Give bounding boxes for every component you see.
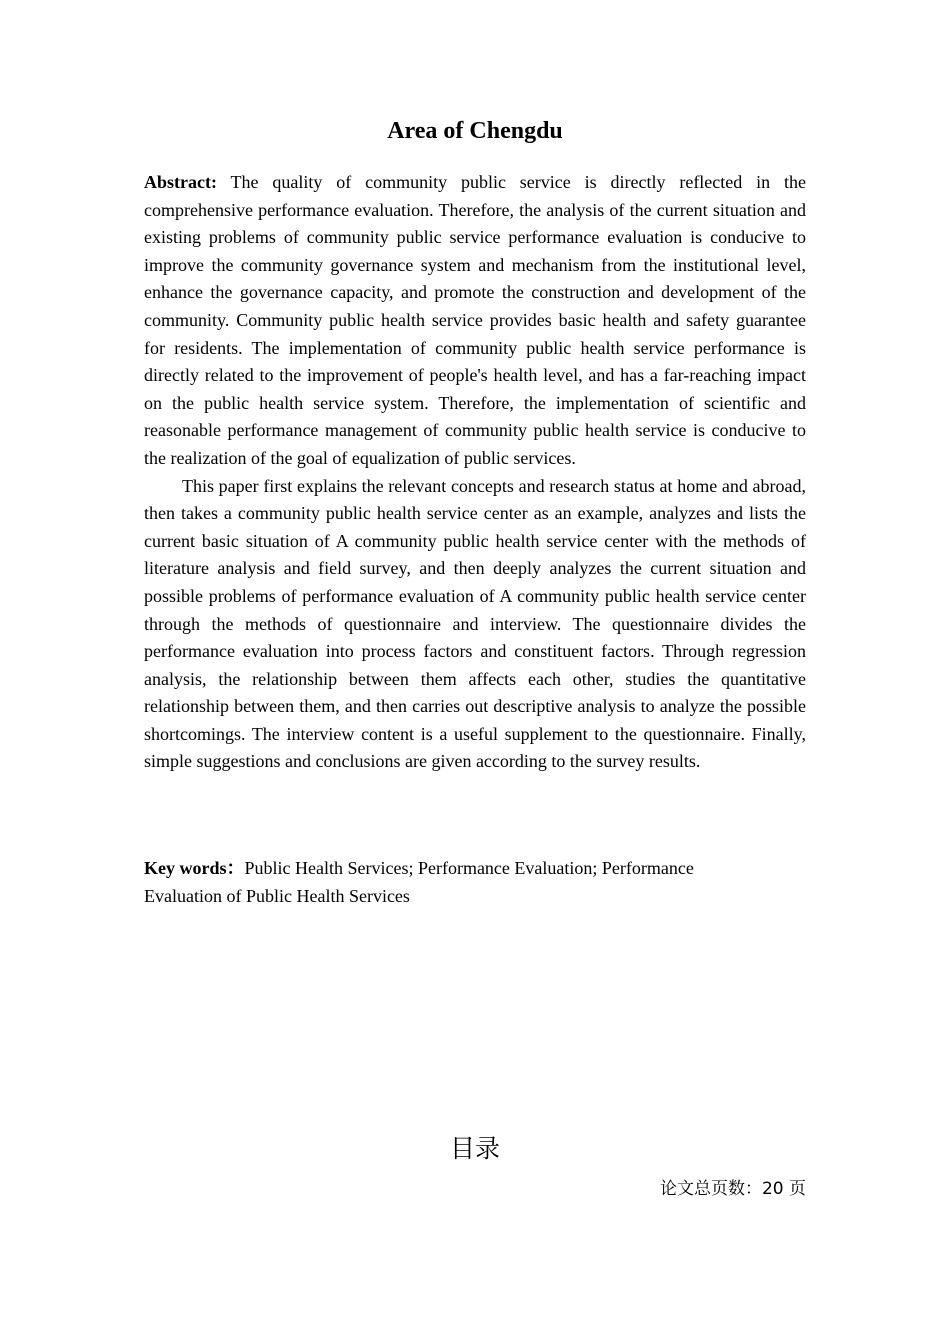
keywords-label: Key words：: [144, 858, 245, 878]
abstract-paragraph-2: This paper first explains the relevant concepts and research status at home and abroad, then takes a community public health service center as an example, analyzes and lists the current basic situation of A community public health service center with the methods of literature analysis and field survey, and then deeply analyzes the current situation and possible problems of performance evaluation of A community public health service center through the methods of questionnaire and interview. The questionnaire divides the performance evaluation into process factors and constituent factors. Through regression analysis, the relationship between them affects each other, studies the quantitative relationship between them, and then carries out descriptive analysis to analyze the possible shortcomings. The interview content is a useful supplement to the questionnaire. Finally, simple suggestions and conclusions are given according to the survey results.: [144, 475, 806, 772]
toc-heading: 目录: [449, 1134, 500, 1163]
keywords-line-1: Public Health Services; Performance Evaluation; Performance: [244, 858, 694, 878]
abstract-label: Abstract:: [144, 172, 217, 192]
abstract-text-1: The quality of community public service is directly reflected in the comprehensive performance evaluation. Therefore, the analysis of the current situation and existing problems of community public service performance evaluation is conducive to improve the community governance system and mechanism from the institutional level, enhance the governance capacity, and promote the construction and development of the community. Community public health service provides basic health and safety guarantee for residents. The implementation of community public health service performance is directly related to the improvement of people's health level, and has a far-reaching impact on the public health service system. Therefore, the implementation of scientific and reasonable performance management of community public health service is conducive to the realization of the goal of equalization of public services.: [144, 172, 806, 468]
keywords-section: [144, 855, 806, 910]
page-count-note: 论文总页数：20 页: [659, 1179, 806, 1199]
abstract-paragraph-1: [144, 169, 806, 473]
paper-title: Area of Chengdu: [387, 118, 563, 144]
abstract-section: [144, 169, 806, 776]
keywords-line-2: Evaluation of Public Health Services: [144, 885, 410, 906]
